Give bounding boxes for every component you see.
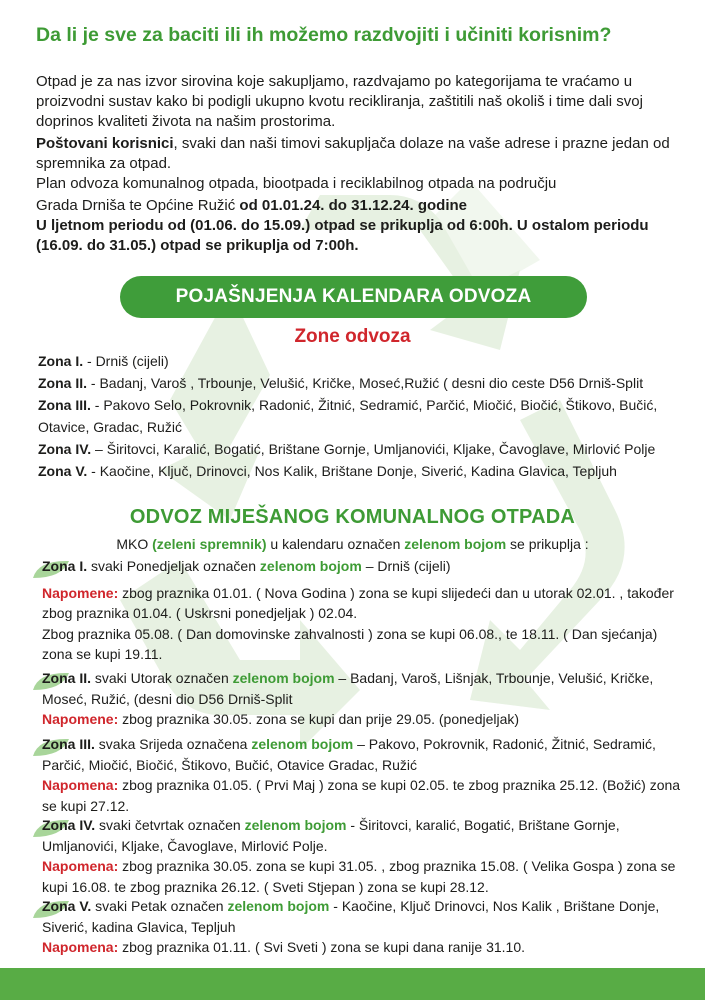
zone-1-schedule: Zona I. svaki Ponedjeljak označen zelenom bojom – Drniš (cijeli) Napomene: zbog praznika 01.01. ( Nova Godina ) zona se kupi slijedeći dan u utorak 02.01. , također zbog praznika 01.04. ( Uskrsni ponedjeljak ) 02.04. Zbog praznika 05.08. ( Dan domovinske zahvalnosti ) zona se kupi 06.08., te 18.11. ( Dan sjećanja) zona se kupi 19.11. [42, 556, 682, 665]
zone-label: Zona III. [42, 736, 95, 752]
zone-list-item: Zona III. - Pakovo Selo, Pokrovnik, Radonić, Žitnić, Sedramić, Parčić, Miočić, Biočić, Štikovo, Bučić, Otavice, Gradac, Ružić [38, 397, 658, 435]
note-label: Napomena: [42, 858, 119, 874]
page-headline: Da li je sve za baciti ili ih možemo razdvojiti i učiniti korisnim? [36, 24, 612, 46]
zones-title: Zone odvoza [294, 326, 411, 347]
intro-greeting: Poštovani korisnici [36, 135, 174, 152]
zone-4-schedule: Zona IV. svaki četvrtak označen zelenom bojom - Širitovci, karalić, Bogatić, Brištane Gornje, Umljanovići, Kljake, Čavoglave, Mirlović Polje. Napomena: zbog praznika 30.05. zona se kupi 31.05. , zbog praznika 15.08. ( Velika Gospa ) zona se kupi 16.08. te zbog praznika 26.12. ( Sveti Stjepan ) zona se kupi 28.12. [42, 815, 682, 897]
intro-text [36, 72, 686, 256]
mko-description: MKO (zeleni spremnik) u kalendaru označen zelenom bojom se prikuplja : [116, 536, 589, 552]
intro-paragraph-1: Otpad je za nas izvor sirovina koje sakupljamo, razdvajamo po kategorijama te vraćamo u proizvodni sustav kako bi podigli ukupno kvotu recikliranja, zaštitili naš okoliš i time dali svoj doprinos kvaliteti života na našim prostorima. [36, 73, 643, 130]
zone-list-item: Zona II. - Badanj, Varoš , Trbounje, Velušić, Kričke, Moseć,Ružić ( desni dio ceste D56 Drniš-Split [38, 375, 644, 391]
zone-5-schedule: Zona V. svaki Petak označen zelenom bojom - Kaočine, Ključ Drinovci, Nos Kalik , Brištane Donje, Siverić, kadina Glavica, Tepljuh Napomena: zbog praznika 01.11. ( Svi Sveti ) zona se kupi dana ranije 31.10. [42, 896, 682, 958]
zone-label: Zona IV. [42, 817, 96, 833]
zone-3-schedule: Zona III. svaka Srijeda označena zelenom bojom – Pakovo, Pokrovnik, Radonić, Žitnić, Sedramić, Parčić, Miočić, Biočić, Štikovo, Bučić, Otavice Gradac, Ružić Napomena: zbog praznika 01.05. ( Prvi Maj ) zona se kupi 02.05. te zbog praznika 25.12. (Božić) zona se kupi 27.12. [42, 734, 682, 816]
zone-2-schedule: Zona II. svaki Utorak označen zelenom bojom – Badanj, Varoš, Lišnjak, Trbounje, Velušić, Kričke, Moseć, Ružić, (desni dio D56 Drniš-Split Napomene: zbog praznika 30.05. zona se kupi dan prije 29.05. (ponedjeljak) [42, 668, 682, 730]
zone-label: Zona II. [42, 670, 91, 686]
zone-list-item: Zona I. - Drniš (cijeli) [38, 353, 169, 369]
note-label: Napomena: [42, 777, 119, 793]
zone-label: Zona I. [42, 558, 88, 574]
zone-list [38, 350, 688, 482]
mixed-waste-title: ODVOZ MIJEŠANOG KOMUNALNOG OTPADA [129, 506, 576, 528]
zone-list-item: Zona IV. – Širitovci, Karalić, Bogatić, Brištane Gornje, Umljanovići, Kljake, Čavoglave, Mirlović Polje [38, 441, 656, 457]
zone-label: Zona V. [42, 898, 92, 914]
zone-list-item: Zona V. - Kaočine, Ključ, Drinovci, Nos Kalik, Brištane Donje, Siverić, Kadina Glavica, Tepljuh [38, 463, 617, 479]
intro-paragraph-2: Poštovani korisnici, svaki dan naši timovi sakupljača dolaze na vaše adrese i prazne jedan od spremnika za otpad. [36, 135, 670, 172]
section-banner: POJAŠNJENJA KALENDARA ODVOZA [120, 276, 587, 318]
note-label: Napomena: [42, 939, 119, 955]
intro-paragraph-4: Grada Drniša te Općine Ružić od 01.01.24. do 31.12.24. godine [36, 197, 468, 214]
note-label: Napomene: [42, 584, 119, 601]
footer-bar [0, 968, 705, 1000]
intro-paragraph-3: Plan odvoza komunalnog otpada, biootpada i reciklabilnog otpada na području [36, 175, 557, 192]
collection-schedule-hours: U ljetnom periodu od (01.06. do 15.09.) otpad se prikuplja od 6:00h. U ostalom periodu (16.09. do 31.05.) otpad se prikuplja od 7:00h. [36, 217, 649, 254]
note-label: Napomene: [42, 711, 119, 727]
